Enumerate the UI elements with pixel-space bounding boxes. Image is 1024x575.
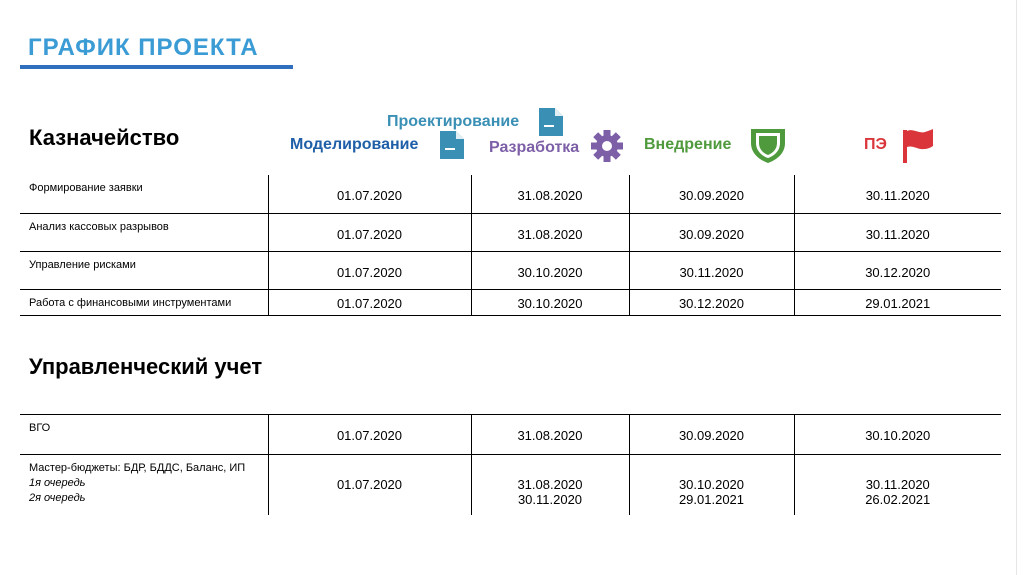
phase-label-pilot: ПЭ xyxy=(864,136,887,153)
section-title-treasury: Казначейство xyxy=(29,125,180,150)
section-title-management-accounting: Управленческий учет xyxy=(29,354,263,379)
phase-label-design: Проектирование xyxy=(387,113,520,130)
date-pilot-stage-1: 30.11.2020 xyxy=(865,477,930,492)
table-row xyxy=(20,455,1001,515)
task-stage: 1я очередь xyxy=(29,477,86,489)
date-development: 30.10.2020 xyxy=(517,264,583,280)
table-row xyxy=(20,175,1001,213)
task-stage: 2я очередь xyxy=(29,492,86,504)
date-development-stage-2: 30.11.2020 xyxy=(517,492,583,507)
date-development: 31.08.2020 xyxy=(517,226,583,242)
date-implementation: 30.11.2020 xyxy=(679,264,744,280)
table-row xyxy=(20,213,1001,251)
date-implementation-stage-1: 30.10.2020 xyxy=(678,477,745,492)
date-pilot: 30.11.2020 xyxy=(865,188,930,203)
table-row xyxy=(20,289,1001,315)
date-development: 31.08.2020 xyxy=(517,428,583,443)
date-development-stage-1: 31.08.2020 xyxy=(517,477,583,492)
phase-label-implementation: Внедрение xyxy=(644,136,732,153)
date-development: 31.08.2020 xyxy=(517,188,583,203)
document-icon xyxy=(539,108,563,136)
document-icon xyxy=(440,131,464,159)
date-pilot: 30.11.2020 xyxy=(865,226,930,242)
task-name: ВГО xyxy=(20,415,268,455)
date-pilot: 30.10.2020 xyxy=(865,428,931,443)
date-pilot: 30.12.2020 xyxy=(865,264,931,280)
page-title: ГРАФИК ПРОЕКТА xyxy=(28,34,259,61)
date-pilot: 29.01.2021 xyxy=(865,295,931,311)
date-implementation: 30.09.2020 xyxy=(678,428,745,443)
task-name: Анализ кассовых разрывов xyxy=(20,213,268,251)
management-schedule-table xyxy=(20,414,1001,515)
date-modeling: 01.07.2020 xyxy=(336,428,403,443)
date-development: 30.10.2020 xyxy=(517,295,583,311)
date-implementation-stage-2: 29.01.2021 xyxy=(678,492,745,507)
date-implementation: 30.09.2020 xyxy=(678,226,745,242)
date-implementation: 30.12.2020 xyxy=(678,295,745,311)
table-row xyxy=(20,415,1001,455)
treasury-schedule-table xyxy=(20,175,1001,316)
shield-icon xyxy=(749,127,787,164)
date-modeling: 01.07.2020 xyxy=(336,226,403,242)
table-row xyxy=(20,251,1001,289)
task-name: Работа с финансовыми инструментами xyxy=(20,289,268,315)
task-name: Мастер-бюджеты: БДР, БДДС, Баланс, ИП xyxy=(29,462,246,474)
task-name: Формирование заявки xyxy=(20,175,268,213)
flag-icon xyxy=(899,128,935,164)
task-name: Управление рисками xyxy=(20,251,268,289)
date-modeling: 01.07.2020 xyxy=(336,264,403,280)
date-implementation: 30.09.2020 xyxy=(678,188,745,203)
date-modeling: 01.07.2020 xyxy=(336,295,403,311)
date-modeling: 01.07.2020 xyxy=(336,477,403,492)
date-pilot-stage-2: 26.02.2021 xyxy=(865,492,931,507)
date-modeling: 01.07.2020 xyxy=(336,188,403,203)
gear-icon xyxy=(590,129,624,163)
phase-label-development: Разработка xyxy=(489,139,580,156)
phase-label-modeling: Моделирование xyxy=(290,136,419,153)
task-name-cell xyxy=(20,455,268,515)
title-underline xyxy=(20,65,293,69)
